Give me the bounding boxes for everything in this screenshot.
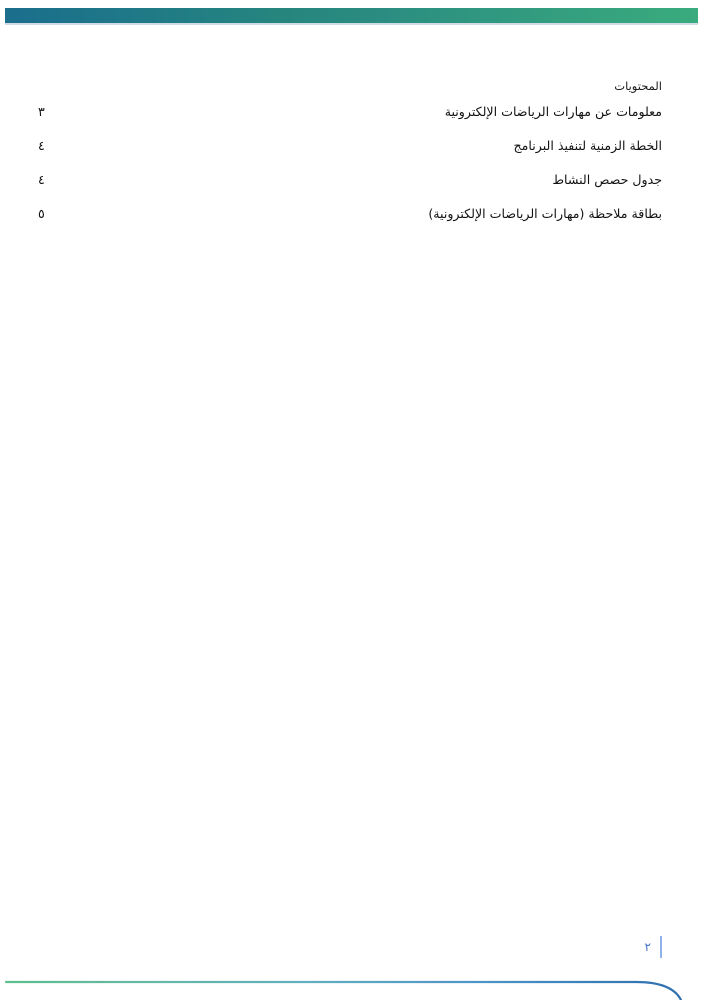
toc-entry-page-number: ٤ (38, 171, 45, 187)
toc-entry-title: بطاقة ملاحظة (مهارات الرياضات الإلكترونية) (428, 205, 662, 221)
footer-page-number (645, 936, 662, 958)
toc-leader-dots (47, 137, 512, 150)
toc-entry[interactable] (38, 129, 662, 163)
toc-heading: المحتويات (614, 79, 662, 93)
page-number-value: ٢ (644, 939, 651, 954)
toc-entry-title: جدول حصص النشاط (552, 171, 662, 187)
header-decoration (5, 8, 698, 23)
toc-leader-dots (47, 103, 443, 116)
table-of-contents (38, 80, 662, 231)
toc-entry[interactable] (38, 95, 662, 129)
toc-entry-title: الخطة الزمنية لتنفيذ البرنامج (513, 137, 662, 153)
top-bar-shadow (5, 23, 698, 25)
toc-leader-dots (47, 205, 427, 218)
bottom-curve-path (6, 982, 681, 1000)
toc-entry-title: معلومات عن مهارات الرياضات الإلكترونية (444, 103, 662, 119)
toc-leader-dots (47, 171, 551, 184)
top-gradient-bar (5, 8, 698, 23)
toc-entry[interactable] (38, 163, 662, 197)
footer-accent-rule (660, 936, 662, 958)
toc-entry-list (38, 95, 662, 231)
toc-entry[interactable] (38, 197, 662, 231)
bottom-curved-rule (0, 966, 704, 1000)
toc-entry-page-number: ٥ (38, 205, 45, 221)
toc-entry-page-number: ٤ (38, 137, 45, 153)
toc-entry-page-number: ٣ (38, 103, 45, 119)
